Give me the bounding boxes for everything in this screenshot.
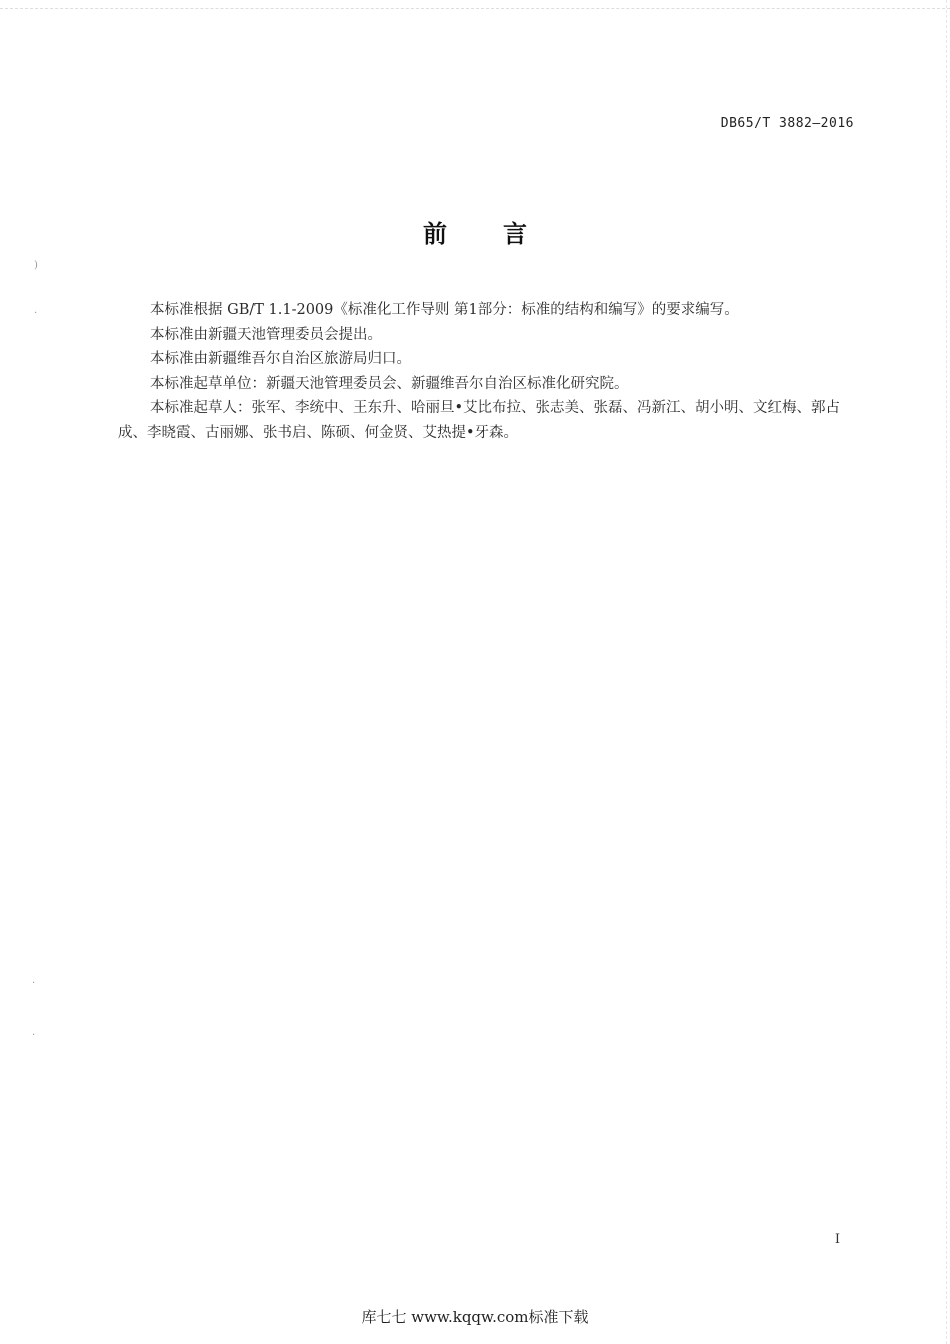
page-title: 前言 (423, 220, 583, 248)
page-number: I (834, 1232, 840, 1247)
scan-edge-right (946, 0, 950, 1344)
footer-watermark: 库七七 www.kqqw.com标准下载 (361, 1308, 589, 1326)
scan-mark: ) (34, 260, 38, 271)
paragraph-drafting-units: 本标准起草单位：新疆天池管理委员会、新疆维吾尔自治区标准化研究院。 (150, 375, 629, 392)
paragraph-drafting-basis: 本标准根据 GB/T 1.1-2009《标准化工作导则 第1部分：标准的结构和编写》的要求编写。 (150, 302, 739, 318)
scan-edge-top (0, 0, 950, 9)
scan-mark: · (32, 1030, 36, 1041)
paragraph-centralized-by: 本标准由新疆维吾尔自治区旅游局归口。 (150, 351, 411, 367)
scan-mark: · (34, 308, 38, 319)
paragraph-drafters: 本标准起草人：张军、李统中、王东升、哈丽旦•艾比布拉、张志美、张磊、冯新江、胡小明、文红梅、郭占成、李晓霞、古丽娜、张书启、陈硕、何金贤、艾热提•牙森。 (118, 400, 841, 441)
preface-body (118, 298, 858, 445)
paragraph-proposer: 本标准由新疆天池管理委员会提出。 (150, 326, 382, 343)
standard-code: DB65/T 3882—2016 (720, 116, 854, 131)
scan-mark: · (32, 978, 36, 989)
